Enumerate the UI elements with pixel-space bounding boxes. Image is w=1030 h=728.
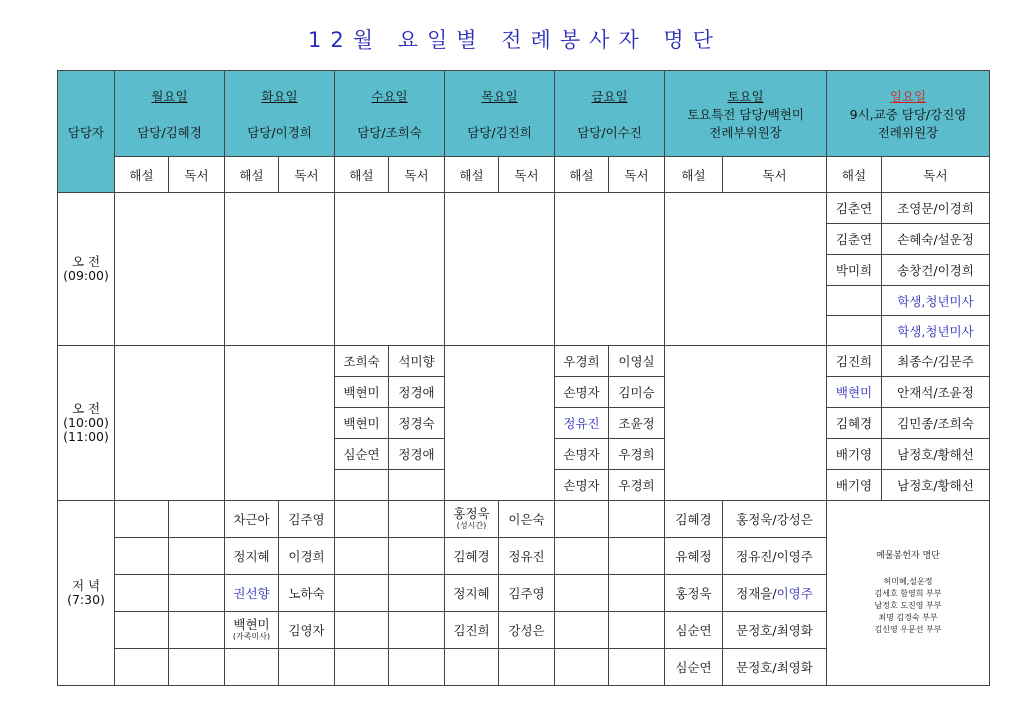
table-row: 백현미 (가족미사) 김영자 김진희 강성은 심순연 문정호/최영화	[58, 612, 990, 649]
header-thursday: 목요일 담당/김진희	[445, 71, 555, 157]
header-monday: 월요일 담당/김혜경	[115, 71, 225, 157]
header-sunday: 일요일 9시,교중 담당/강진영 전례위원장	[827, 71, 990, 157]
table-row: 오 전 (09:00) 김춘연 조영문/이경희	[58, 193, 990, 224]
section-label-1000: 오 전 (10:00) (11:00)	[58, 346, 115, 501]
header-wednesday: 수요일 담당/조희숙	[335, 71, 445, 157]
role-label-cell: 담당자	[58, 71, 115, 193]
table-row: 박미희 송창건/이경희	[58, 255, 990, 286]
table-row: 학생,청년미사	[58, 286, 990, 316]
table-row: 백현미 정경애 손명자 김미승 백현미 안재석/조윤정	[58, 377, 990, 408]
section-label-evening: 저 녁 (7:30)	[58, 501, 115, 686]
section-label-0900: 오 전 (09:00)	[58, 193, 115, 346]
table-row: 김춘연 손혜숙/설운정	[58, 224, 990, 255]
header-tuesday: 화요일 담당/이경희	[225, 71, 335, 157]
table-row: 권선향 노하숙 정지혜 김주영 홍정욱 정재을/이영주	[58, 575, 990, 612]
table-row: 학생,청년미사	[58, 316, 990, 346]
header-saturday: 토요일 토요특전 담당/백현미 전례부위원장	[665, 71, 827, 157]
table-row: 저 녁 (7:30) 차근아 김주영 홍정욱 (성시간) 이은숙 김혜경 홍정욱/강성은 예물봉헌자 명단 허미혜,설운정 김세호 함영희 부부 남정호 도진영 부부 최명 김경숙 부부 김신영 우문선 부부	[58, 501, 990, 538]
table-row: 백현미 정경숙 정유진 조윤정 김혜경 김민종/조희숙	[58, 408, 990, 439]
table-row: 정지혜 이경희 김혜경 정유진 유혜정 정유진/이영주	[58, 538, 990, 575]
subheader-row: 해설 독서 해설 독서 해설 독서 해설 독서 해설 독서 해설 독서 해설 독서	[58, 157, 990, 193]
header-friday: 금요일 담당/이수진	[555, 71, 665, 157]
table-row: 손명자 우경희 배기영 남정호/황해선	[58, 470, 990, 501]
page-title: 12월 요일별 전례봉사자 명단	[308, 28, 722, 52]
table-row: 심순연 문정호/최영화	[58, 649, 990, 686]
offering-list: 예물봉헌자 명단 허미혜,설운정 김세호 함영희 부부 남정호 도진영 부부 최명 김경숙 부부 김신영 우문선 부부	[827, 501, 990, 686]
table-row: 오 전 (10:00) (11:00) 조희숙 석미향 우경희 이영실 김진희 최종수/김문주	[58, 346, 990, 377]
schedule-table	[57, 70, 990, 686]
table-row: 심순연 정경애 손명자 우경희 배기영 남정호/황해선	[58, 439, 990, 470]
